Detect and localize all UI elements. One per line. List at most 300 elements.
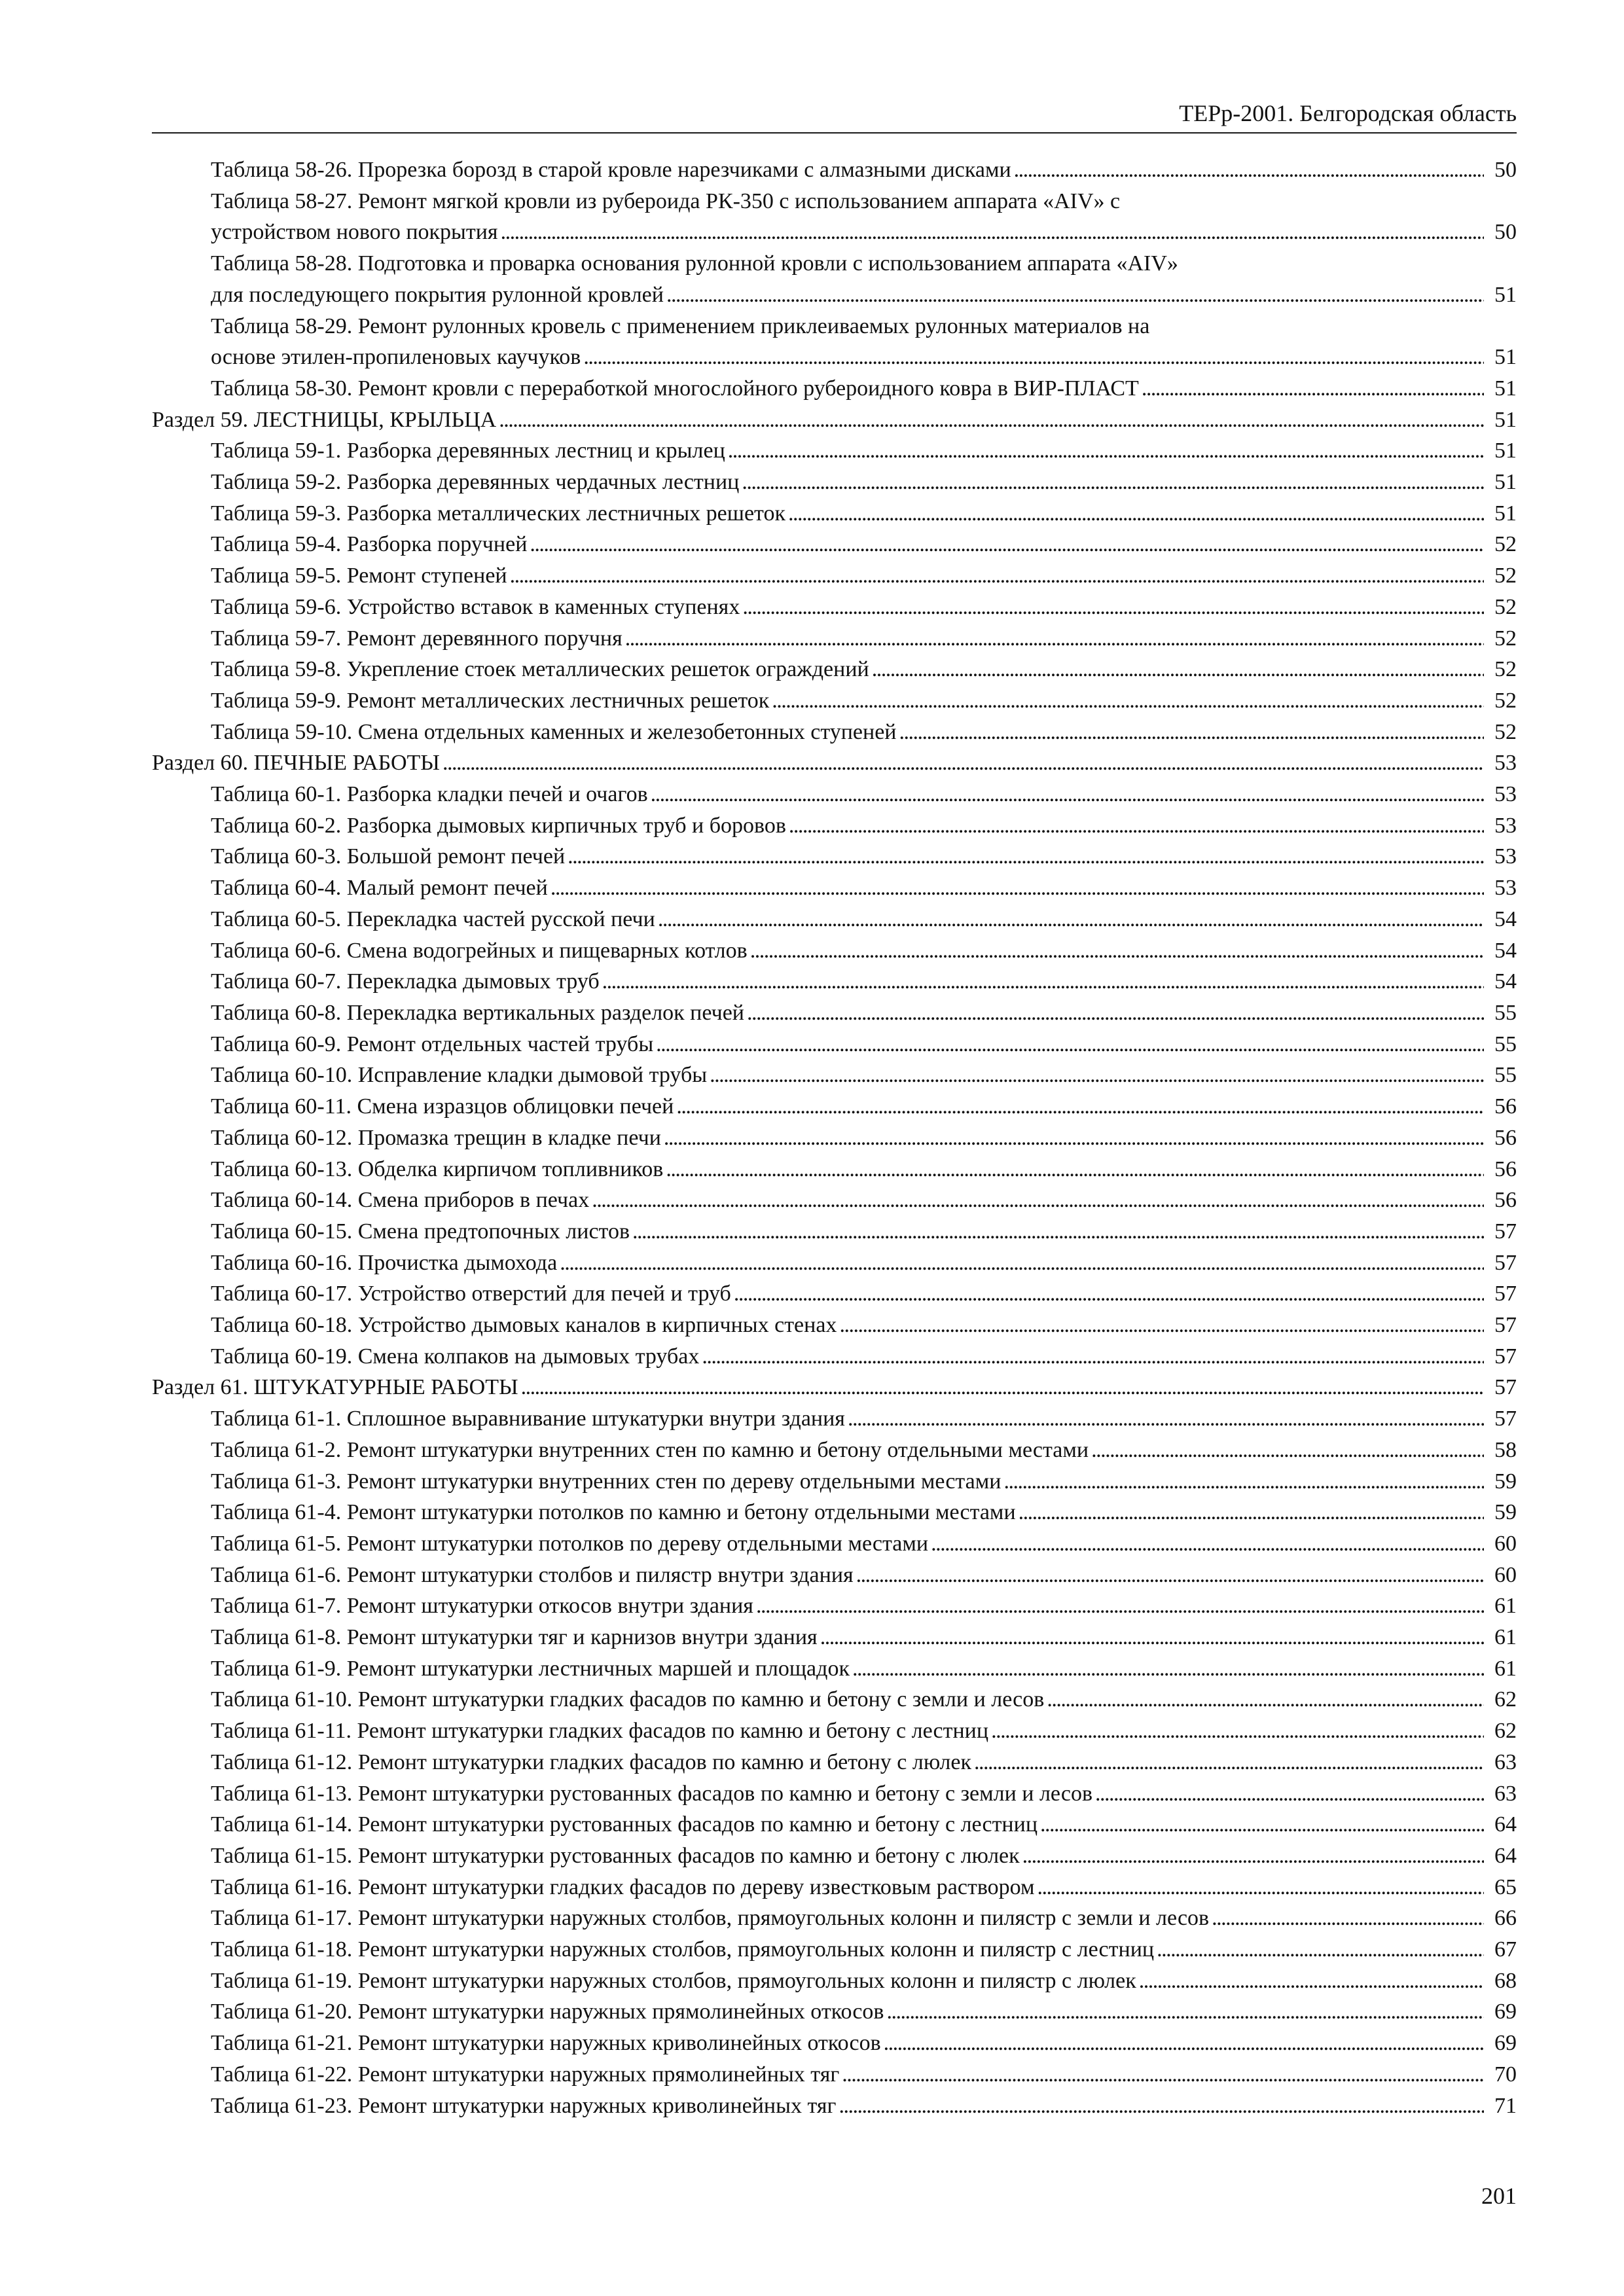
- toc-entry-line: [211, 435, 1517, 467]
- dot-leader: [632, 1216, 1484, 1247]
- toc-entry-title: Таблица 60-3. Большой ремонт печей: [211, 844, 566, 869]
- dot-leader: [656, 1029, 1484, 1060]
- toc-entry-title: Таблица 61-8. Ремонт штукатурки тяг и карнизов внутри здания: [211, 1625, 818, 1650]
- toc-entry-title: Таблица 61-3. Ремонт штукатурки внутренних стен по дереву отдельными местами: [211, 1469, 1001, 1494]
- toc-entry-page: 56: [1494, 1157, 1517, 1181]
- dot-leader: [1014, 154, 1484, 186]
- toc-table-entry[interactable]: [152, 966, 1517, 997]
- toc-table-entry[interactable]: [152, 1653, 1517, 1685]
- toc-table-entry[interactable]: [152, 1684, 1517, 1715]
- toc-entry-title: Таблица 61-20. Ремонт штукатурки наружных прямолинейных откосов: [211, 2000, 884, 2024]
- dot-leader: [592, 1185, 1484, 1216]
- toc-entry-title: Таблица 61-6. Ремонт штукатурки столбов и пилястр внутри здания: [211, 1562, 854, 1587]
- toc-entry-title: Таблица 61-18. Ремонт штукатурки наружных столбов, прямоугольных колонн и пилястр с лестниц: [211, 1937, 1155, 1962]
- toc-table-entry[interactable]: [152, 1590, 1517, 1622]
- header-divider: [152, 132, 1517, 134]
- toc-entry-line: [211, 1528, 1517, 1560]
- toc-entry-title: Таблица 60-10. Исправление кладки дымовой трубы: [211, 1063, 708, 1088]
- dot-leader: [510, 560, 1484, 592]
- toc-entry-page: 53: [1494, 844, 1517, 869]
- toc-entry-title: Таблица 61-7. Ремонт штукатурки откосов внутри здания: [211, 1594, 753, 1619]
- toc-entry-title: Таблица 59-2. Разборка деревянных чердачных лестниц: [211, 470, 740, 495]
- toc-entry-line: [211, 935, 1517, 967]
- toc-entry-line: [211, 717, 1517, 748]
- toc-entry-title: основе этилен-пропиленовых каучуков: [211, 345, 581, 370]
- toc-section-entry[interactable]: [152, 404, 1517, 436]
- toc-entry-page: 53: [1494, 813, 1517, 838]
- toc-entry-title: Таблица 61-4. Ремонт штукатурки потолков по камню и бетону отдельными местами: [211, 1500, 1016, 1525]
- toc-entry-page: 56: [1494, 1188, 1517, 1213]
- toc-table-entry[interactable]: [152, 560, 1517, 592]
- dot-leader: [499, 404, 1484, 436]
- toc-entry-title: Таблица 59-8. Укрепление стоек металлических решеток ограждений: [211, 657, 869, 682]
- toc-entry-title: Таблица 58-30. Ремонт кровли с переработкой многослойного рубероидного ковра в ВИР-ПЛАСТ: [211, 376, 1139, 401]
- toc-entry-title: Таблица 61-23. Ремонт штукатурки наружных криволинейных тяг: [211, 2093, 837, 2118]
- toc-entry-title: Таблица 60-15. Смена предтопочных листов: [211, 1219, 630, 1244]
- toc-table-entry[interactable]: [152, 1872, 1517, 1903]
- toc-entry-page: 54: [1494, 969, 1517, 994]
- dot-leader: [852, 1653, 1484, 1685]
- toc-table-entry[interactable]: [152, 498, 1517, 529]
- toc-entry-page: 52: [1494, 688, 1517, 713]
- toc-entry-title: Таблица 60-13. Обделка кирпичом топливников: [211, 1157, 664, 1181]
- dot-leader: [1142, 373, 1484, 404]
- toc-entry-line: [211, 1778, 1517, 1810]
- toc-entry-line: [211, 1715, 1517, 1747]
- dot-leader: [666, 279, 1484, 311]
- toc-entry-title: Таблица 61-1. Сплошное выравнивание штукатурки внутри здания: [211, 1407, 845, 1431]
- toc-table-entry[interactable]: [152, 529, 1517, 560]
- toc-entry-line: [211, 1278, 1517, 1310]
- toc-table-entry[interactable]: [152, 1560, 1517, 1591]
- dot-leader: [702, 1341, 1484, 1372]
- toc-entry-title: Таблица 59-10. Смена отдельных каменных и железобетонных ступеней: [211, 719, 897, 744]
- dot-leader: [676, 1091, 1484, 1122]
- dot-leader: [788, 498, 1484, 529]
- dot-leader: [872, 654, 1484, 685]
- dot-leader: [772, 685, 1484, 717]
- toc-entry-page: 57: [1494, 1344, 1517, 1369]
- toc-table-entry[interactable]: [152, 1996, 1517, 2028]
- toc-entry-line: [211, 1747, 1517, 1778]
- toc-entry-page: 67: [1494, 1937, 1517, 1962]
- toc-entry-title: Таблица 60-2. Разборка дымовых кирпичных труб и боровов: [211, 813, 786, 838]
- dot-leader: [886, 1996, 1484, 2028]
- toc-entry-page: 54: [1494, 906, 1517, 931]
- dot-leader: [1038, 1872, 1484, 1903]
- dot-leader: [839, 1310, 1484, 1341]
- toc-table-entry[interactable]: [152, 311, 1517, 373]
- toc-table-entry[interactable]: [152, 1528, 1517, 1560]
- toc-entry-page: 66: [1494, 1906, 1517, 1931]
- toc-entry-page: 56: [1494, 1094, 1517, 1119]
- dot-leader: [602, 966, 1484, 997]
- dot-leader: [742, 467, 1484, 498]
- toc-table-entry[interactable]: [152, 1060, 1517, 1091]
- toc-entry-line: [211, 841, 1517, 872]
- toc-table-entry[interactable]: [152, 935, 1517, 967]
- dot-leader: [1139, 1965, 1484, 1997]
- toc-entry-title: Таблица 61-9. Ремонт штукатурки лестничных маршей и площадок: [211, 1656, 850, 1681]
- toc-entry-title: Таблица 59-3. Разборка металлических лестничных решеток: [211, 501, 785, 526]
- toc-entry-page: 62: [1494, 1719, 1517, 1744]
- toc-entry-title: Таблица 60-9. Ремонт отдельных частей трубы: [211, 1031, 654, 1056]
- toc-entry-title: Таблица 61-13. Ремонт штукатурки рустованных фасадов по камню и бетону с земли и лесов: [211, 1781, 1093, 1806]
- toc-table-entry[interactable]: [152, 2059, 1517, 2090]
- toc-entry-line: [152, 1372, 1517, 1403]
- dot-leader: [530, 529, 1484, 560]
- running-header: ТЕРр-2001. Белгородская область: [1179, 100, 1517, 126]
- toc-entry-title: Таблица 61-15. Ремонт штукатурки рустованных фасадов по камню и бетону с люлек: [211, 1843, 1020, 1868]
- dot-leader: [1091, 1435, 1484, 1466]
- toc-table-entry[interactable]: [152, 654, 1517, 685]
- toc-table-entry[interactable]: [152, 1934, 1517, 1965]
- toc-entry-line: [211, 2059, 1517, 2090]
- dot-leader: [550, 872, 1484, 904]
- toc-entry-line: [211, 810, 1517, 842]
- toc-table-entry[interactable]: [152, 1122, 1517, 1154]
- toc-entry-title: Таблица 58-26. Прорезка борозд в старой кровле нарезчиками с алмазными дисками: [211, 158, 1011, 182]
- toc-entry-page: 57: [1494, 1313, 1517, 1338]
- toc-entry-line: [152, 404, 1517, 436]
- toc-table-entry[interactable]: [152, 717, 1517, 748]
- toc-entry-page: 51: [1494, 470, 1517, 495]
- toc-entry-line: [211, 654, 1517, 685]
- dot-leader: [501, 217, 1484, 248]
- toc-entry-line: [211, 373, 1517, 404]
- dot-leader: [1019, 1497, 1484, 1528]
- toc-entry-page: 52: [1494, 594, 1517, 619]
- toc-table-entry[interactable]: [152, 2028, 1517, 2059]
- toc-entry-line: [211, 1060, 1517, 1091]
- toc-entry-line: [211, 1560, 1517, 1591]
- toc-entry-title: Таблица 60-1. Разборка кладки печей и очагов: [211, 782, 648, 807]
- toc-entry-page: 55: [1494, 1063, 1517, 1088]
- toc-entry-title: Таблица 61-10. Ремонт штукатурки гладких фасадов по камню и бетону с земли и лесов: [211, 1687, 1045, 1712]
- toc-table-entry[interactable]: [152, 1185, 1517, 1216]
- toc-entry-title: Таблица 60-18. Устройство дымовых каналов в кирпичных стенах: [211, 1313, 837, 1338]
- toc-entry-line: [211, 279, 1517, 311]
- toc-entry-title: Таблица 61-12. Ремонт штукатурки гладких фасадов по камню и бетону с люлек: [211, 1749, 971, 1774]
- dot-leader: [651, 779, 1484, 810]
- toc-entry-page: 51: [1494, 376, 1517, 401]
- toc-entry-title: Таблица 61-22. Ремонт штукатурки наружных прямолинейных тяг: [211, 2062, 840, 2087]
- toc-entry-page: 63: [1494, 1781, 1517, 1806]
- toc-entry-line: [211, 1310, 1517, 1341]
- toc-entry-line: [211, 1903, 1517, 1934]
- toc-entry-page: 60: [1494, 1562, 1517, 1587]
- toc-table-entry[interactable]: [152, 1247, 1517, 1279]
- dot-leader: [664, 1122, 1484, 1154]
- toc-table-entry[interactable]: [152, 810, 1517, 842]
- toc-entry-page: 50: [1494, 220, 1517, 245]
- toc-entry-line: [211, 1466, 1517, 1498]
- toc-table-entry[interactable]: [152, 1715, 1517, 1747]
- dot-leader: [1157, 1934, 1484, 1965]
- toc-entry-page: 52: [1494, 719, 1517, 744]
- toc-entry-line: [211, 1497, 1517, 1528]
- toc-table-entry[interactable]: [152, 1965, 1517, 1997]
- toc-entry-page: 65: [1494, 1874, 1517, 1899]
- dot-leader: [658, 904, 1484, 935]
- toc-entry-line: [152, 747, 1517, 779]
- dot-leader: [848, 1403, 1484, 1435]
- toc-entry-title: устройством нового покрытия: [211, 220, 498, 245]
- dot-leader: [1212, 1903, 1484, 1934]
- dot-leader: [583, 342, 1484, 373]
- toc-table-entry[interactable]: [152, 1809, 1517, 1840]
- toc-entry-line: [211, 1590, 1517, 1622]
- toc-entry-page: 55: [1494, 1000, 1517, 1025]
- toc-entry-page: 70: [1494, 2062, 1517, 2087]
- toc-entry-page: 51: [1494, 407, 1517, 432]
- toc-entry-line: [211, 1435, 1517, 1466]
- toc-entry-line: [211, 1653, 1517, 1685]
- toc-entry-title: Раздел 60. ПЕЧНЫЕ РАБОТЫ: [152, 751, 440, 776]
- toc-entry-title: Таблица 60-17. Устройство отверстий для печей и труб: [211, 1282, 731, 1306]
- toc-table-entry[interactable]: [152, 997, 1517, 1029]
- toc-entry-page: 50: [1494, 158, 1517, 182]
- toc-entry-title: Таблица 61-14. Ремонт штукатурки рустованных фасадов по камню и бетону с лестниц: [211, 1812, 1038, 1837]
- toc-entry-line: [211, 467, 1517, 498]
- toc-entry-title: Раздел 59. ЛЕСТНИЦЫ, КРЫЛЬЦА: [152, 407, 497, 432]
- toc-entry-line: [211, 1934, 1517, 1965]
- toc-entry-line: [211, 1622, 1517, 1653]
- dot-leader: [1047, 1684, 1484, 1715]
- toc-entry-title: Таблица 59-7. Ремонт деревянного поручня: [211, 626, 623, 651]
- toc-entry-title: Таблица 61-11. Ремонт штукатурки гладких фасадов по камню и бетону с лестниц: [211, 1719, 989, 1744]
- toc-entry-title: Таблица 61-2. Ремонт штукатурки внутренних стен по камню и бетону отдельными местами: [211, 1437, 1089, 1462]
- toc-table-entry[interactable]: [152, 904, 1517, 935]
- toc-entry-page: 60: [1494, 1531, 1517, 1556]
- toc-table-entry[interactable]: [152, 779, 1517, 810]
- dot-leader: [742, 592, 1484, 623]
- toc-entry-page: 52: [1494, 657, 1517, 682]
- toc-entry-title: Раздел 61. ШТУКАТУРНЫЕ РАБОТЫ: [152, 1375, 518, 1400]
- toc-entry-line: [211, 872, 1517, 904]
- toc-entry-page: 58: [1494, 1437, 1517, 1462]
- toc-table-entry[interactable]: [152, 1216, 1517, 1247]
- toc-entry-title: Таблица 61-19. Ремонт штукатурки наружных столбов, прямоугольных колонн и пилястр с люлек: [211, 1968, 1136, 1993]
- toc-entry-line: [211, 342, 1517, 373]
- toc-entry-title: Таблица 61-16. Ремонт штукатурки гладких фасадов по дереву известковым раствором: [211, 1874, 1035, 1899]
- toc-entry-page: 59: [1494, 1500, 1517, 1525]
- toc-table-entry[interactable]: [152, 1278, 1517, 1310]
- toc-entry-page: 69: [1494, 2000, 1517, 2024]
- dot-leader: [442, 747, 1484, 779]
- dot-leader: [625, 623, 1484, 655]
- toc-entry-page: 52: [1494, 564, 1517, 588]
- dot-leader: [884, 2028, 1484, 2059]
- toc-section-entry[interactable]: [152, 747, 1517, 779]
- page-number: 201: [1481, 2183, 1517, 2209]
- toc-table-entry[interactable]: [152, 1466, 1517, 1498]
- toc-entry-page: 53: [1494, 782, 1517, 807]
- toc-table-entry[interactable]: [152, 1091, 1517, 1122]
- toc-table-entry[interactable]: [152, 1341, 1517, 1372]
- toc-entry-line: [211, 966, 1517, 997]
- toc-table-entry[interactable]: [152, 1622, 1517, 1653]
- dot-leader: [974, 1747, 1484, 1778]
- toc-table-entry[interactable]: [152, 1778, 1517, 1810]
- toc-entry-line: [211, 1216, 1517, 1247]
- toc-table-entry[interactable]: [152, 623, 1517, 655]
- toc-table-entry[interactable]: [152, 373, 1517, 404]
- toc-entry-title: Таблица 60-16. Прочистка дымохода: [211, 1250, 558, 1275]
- toc-table-entry[interactable]: [152, 1747, 1517, 1778]
- toc-entry-title-first-line: Таблица 58-29. Ремонт рулонных кровель с применением приклеиваемых рулонных материалов на: [211, 314, 1150, 338]
- toc-table-entry[interactable]: [152, 435, 1517, 467]
- toc-entry-title: Таблица 60-14. Смена приборов в печах: [211, 1188, 590, 1213]
- dot-leader: [839, 2090, 1484, 2122]
- toc-entry-title: Таблица 59-6. Устройство вставок в каменных ступенях: [211, 594, 740, 619]
- toc-table-entry[interactable]: [152, 1903, 1517, 1934]
- toc-entry-title: Таблица 60-8. Перекладка вертикальных разделок печей: [211, 1000, 745, 1025]
- toc-entry-page: 51: [1494, 439, 1517, 463]
- dot-leader: [856, 1560, 1484, 1591]
- toc-entry-page: 53: [1494, 751, 1517, 776]
- toc-table-entry[interactable]: [152, 1497, 1517, 1528]
- dot-leader: [666, 1154, 1484, 1185]
- toc-entry-page: 61: [1494, 1656, 1517, 1681]
- toc-entry-line: [211, 1996, 1517, 2028]
- toc-entry-page: 55: [1494, 1031, 1517, 1056]
- toc-table-entry[interactable]: [152, 1154, 1517, 1185]
- toc-table-entry[interactable]: [152, 1840, 1517, 1872]
- toc-table-entry[interactable]: [152, 592, 1517, 623]
- toc-entry-line: [211, 1840, 1517, 1872]
- toc-entry-line: [211, 1185, 1517, 1216]
- toc-entry-title: Таблица 60-4. Малый ремонт печей: [211, 876, 548, 901]
- toc-entry-page: 57: [1494, 1250, 1517, 1275]
- dot-leader: [756, 1590, 1484, 1622]
- toc-table-entry[interactable]: [152, 154, 1517, 186]
- dot-leader: [728, 435, 1484, 467]
- toc-entry-line: [211, 997, 1517, 1029]
- toc-entry-title: Таблица 61-17. Ремонт штукатурки наружных столбов, прямоугольных колонн и пилястр с земли и лесов: [211, 1906, 1210, 1931]
- toc-section-entry[interactable]: [152, 1372, 1517, 1403]
- toc-table-entry[interactable]: [152, 186, 1517, 248]
- toc-entry-line: [211, 560, 1517, 592]
- toc-entry-line: [211, 154, 1517, 186]
- toc-entry-title: Таблица 60-11. Смена изразцов облицовки печей: [211, 1094, 674, 1119]
- toc-entry-title: Таблица 60-6. Смена водогрейных и пищеварных котлов: [211, 938, 748, 963]
- dot-leader: [560, 1247, 1484, 1279]
- dot-leader: [931, 1528, 1484, 1560]
- toc-entry-page: 63: [1494, 1749, 1517, 1774]
- toc-entry-line: [211, 1872, 1517, 1903]
- dot-leader: [747, 997, 1484, 1029]
- toc-entry-page: 62: [1494, 1687, 1517, 1712]
- toc-entry-line: [211, 779, 1517, 810]
- toc-entry-page: 64: [1494, 1812, 1517, 1837]
- dot-leader: [750, 935, 1484, 967]
- toc-entry-page: 52: [1494, 626, 1517, 651]
- toc-entry-title-first-line: Таблица 58-28. Подготовка и проварка основания рулонной кровли с использованием аппарата «AIV»: [211, 251, 1178, 276]
- toc-entry-line: [211, 2028, 1517, 2059]
- toc-entry-title: Таблица 60-12. Промазка трещин в кладке печи: [211, 1125, 661, 1150]
- toc-entry-page: 52: [1494, 532, 1517, 557]
- toc-entry-line: [211, 217, 1517, 248]
- dot-leader: [1040, 1809, 1484, 1840]
- toc-table-entry[interactable]: [152, 248, 1517, 310]
- dot-leader: [789, 810, 1484, 842]
- toc-entry-line: [211, 1341, 1517, 1372]
- toc-entry-line: [211, 623, 1517, 655]
- toc-entry-line: [211, 1122, 1517, 1154]
- toc-entry-line: [211, 1091, 1517, 1122]
- toc-entry-title: Таблица 59-5. Ремонт ступеней: [211, 564, 507, 588]
- toc-entry-page: 57: [1494, 1375, 1517, 1400]
- toc-table-entry[interactable]: [152, 2090, 1517, 2122]
- toc-entry-title: Таблица 61-5. Ремонт штукатурки потолков по дереву отдельными местами: [211, 1531, 929, 1556]
- toc-entry-line: [211, 904, 1517, 935]
- toc-entry-page: 57: [1494, 1219, 1517, 1244]
- toc-entry-line: [211, 1247, 1517, 1279]
- toc-entry-line: [211, 685, 1517, 717]
- toc-entry-title: для последующего покрытия рулонной кровлей: [211, 282, 664, 307]
- dot-leader: [1003, 1466, 1484, 1498]
- dot-leader: [899, 717, 1485, 748]
- toc-entry-title: Таблица 61-21. Ремонт штукатурки наружных криволинейных откосов: [211, 2031, 881, 2056]
- toc-entry-line: [211, 1403, 1517, 1435]
- toc-entry-title: Таблица 60-19. Смена колпаков на дымовых трубах: [211, 1344, 700, 1369]
- dot-leader: [1095, 1778, 1484, 1810]
- toc-entry-line: [211, 498, 1517, 529]
- toc-entry-page: 69: [1494, 2031, 1517, 2056]
- toc-entry-page: 68: [1494, 1968, 1517, 1993]
- toc-entry-title: Таблица 60-7. Перекладка дымовых труб: [211, 969, 600, 994]
- toc-table-entry[interactable]: [152, 1310, 1517, 1341]
- toc-entry-title-first-line: Таблица 58-27. Ремонт мягкой кровли из рубероида РК-350 с использованием аппарата «AIV» с: [211, 188, 1121, 213]
- toc-entry-line: [211, 1029, 1517, 1060]
- toc-entry-page: 53: [1494, 876, 1517, 901]
- toc-entry-page: 71: [1494, 2093, 1517, 2118]
- toc-table-entry[interactable]: [152, 1403, 1517, 1435]
- dot-leader: [568, 841, 1484, 872]
- toc-table-entry[interactable]: [152, 1435, 1517, 1466]
- toc-entry-line: [211, 1809, 1517, 1840]
- table-of-contents: [152, 154, 1517, 2121]
- toc-entry-page: 56: [1494, 1125, 1517, 1150]
- dot-leader: [991, 1715, 1484, 1747]
- dot-leader: [842, 2059, 1484, 2090]
- toc-table-entry[interactable]: [152, 685, 1517, 717]
- dot-leader: [1022, 1840, 1484, 1872]
- dot-leader: [820, 1622, 1484, 1653]
- toc-entry-page: 61: [1494, 1625, 1517, 1650]
- toc-entry-page: 61: [1494, 1594, 1517, 1619]
- toc-entry-page: 64: [1494, 1843, 1517, 1868]
- dot-leader: [710, 1060, 1484, 1091]
- toc-entry-page: 57: [1494, 1407, 1517, 1431]
- toc-entry-title: Таблица 59-1. Разборка деревянных лестниц и крылец: [211, 439, 725, 463]
- toc-entry-page: 57: [1494, 1282, 1517, 1306]
- toc-entry-title: Таблица 59-4. Разборка поручней: [211, 532, 528, 557]
- dot-leader: [734, 1278, 1484, 1310]
- toc-entry-page: 54: [1494, 938, 1517, 963]
- toc-entry-title: Таблица 59-9. Ремонт металлических лестничных решеток: [211, 688, 770, 713]
- toc-table-entry[interactable]: [152, 872, 1517, 904]
- toc-entry-line: [211, 529, 1517, 560]
- dot-leader: [521, 1372, 1484, 1403]
- toc-entry-line: [211, 592, 1517, 623]
- toc-table-entry[interactable]: [152, 1029, 1517, 1060]
- toc-entry-page: 51: [1494, 501, 1517, 526]
- toc-entry-line: [211, 1965, 1517, 1997]
- toc-table-entry[interactable]: [152, 467, 1517, 498]
- toc-table-entry[interactable]: [152, 841, 1517, 872]
